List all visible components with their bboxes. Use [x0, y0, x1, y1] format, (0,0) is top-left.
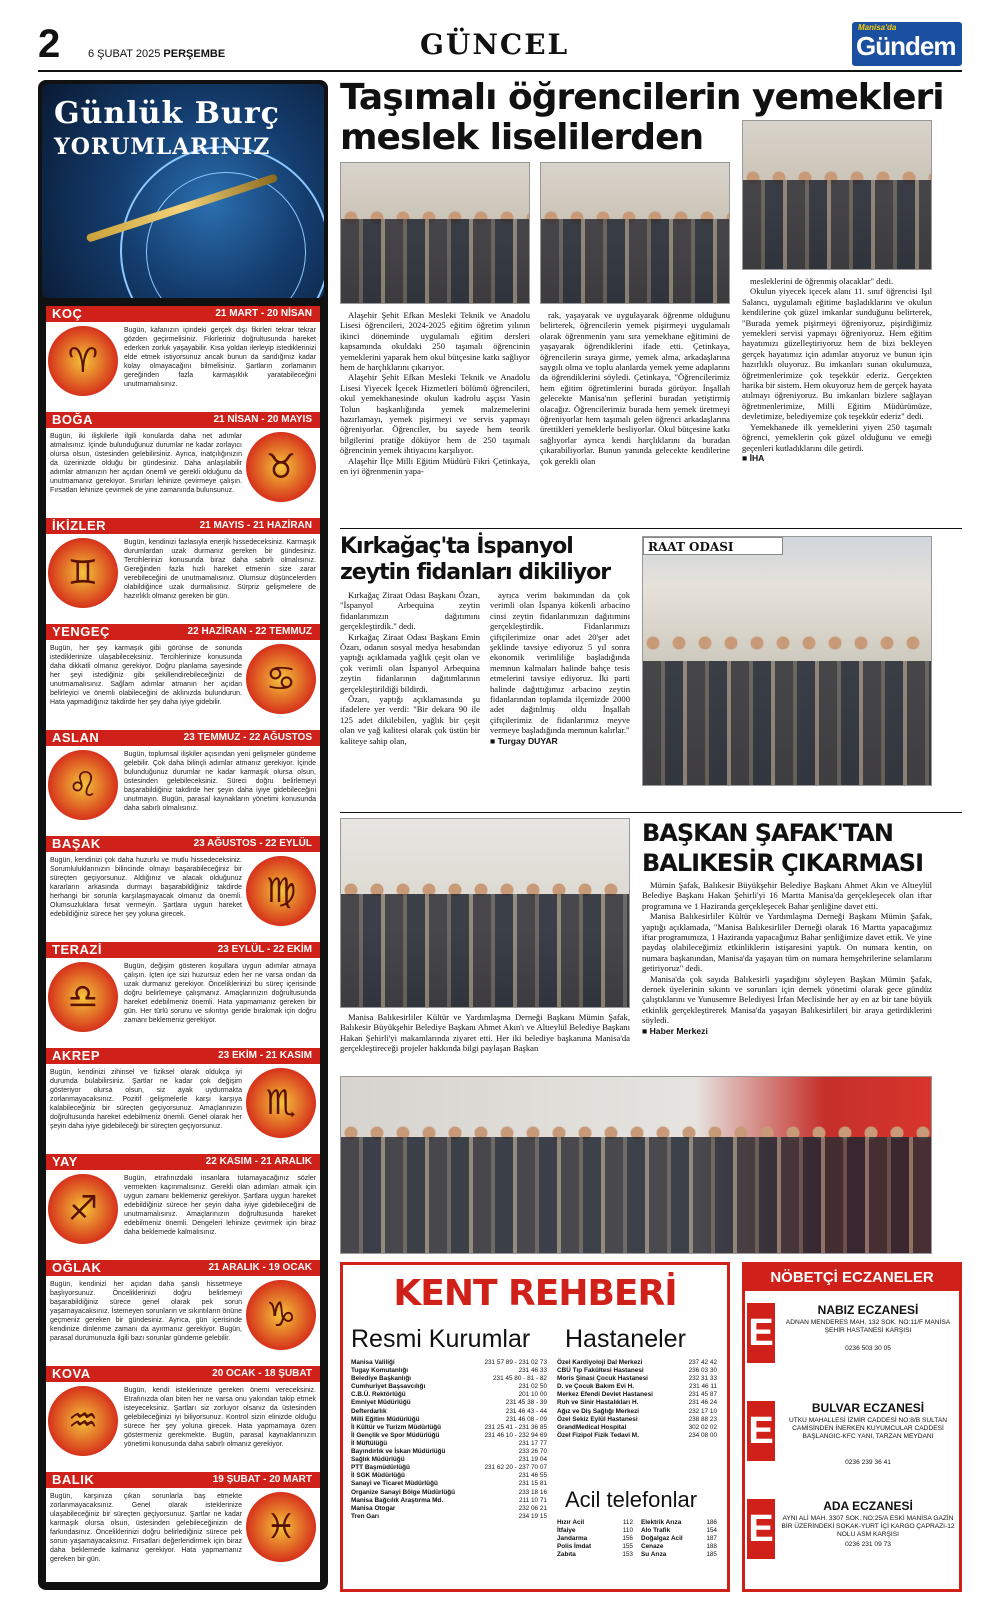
sign-header-bar [46, 730, 320, 746]
crab-icon: ♋ [246, 644, 316, 714]
directory-row [351, 1424, 547, 1432]
article1-paragraph: Alaşehir İlçe Milli Eğitim Müdürü Fikri Çetinkaya, en iyi öğrenmenin yapa- [340, 455, 530, 477]
directory-row [557, 1375, 717, 1383]
sign-header-bar [46, 1154, 320, 1170]
directory-row [351, 1505, 547, 1513]
directory-row [557, 1527, 633, 1535]
article3-signature: ■ Haber Merkezi [642, 1025, 708, 1036]
article1-photo-3 [742, 120, 932, 270]
directory-phone: 231 46 11 [689, 1383, 717, 1391]
directory-phone: 231 46 55 [518, 1472, 547, 1480]
horoscope-sign [46, 518, 320, 618]
sign-name: ASLAN [52, 730, 100, 745]
directory-name: C.B.Ü. Rektörlüğü [351, 1391, 406, 1399]
directory-row [351, 1440, 547, 1448]
article1-photo-2 [540, 162, 730, 304]
directory-row [557, 1543, 633, 1551]
directory-phone: 234 19 15 [518, 1512, 547, 1520]
article1-paragraph: Yemekhanede ilk yemeklerini yiyen 250 taşımalı öğrenci, yemeklerin çok güzel olduğunu ve emeği geçenleri kutladıklarını dile getirdi. [742, 421, 932, 453]
directory-phone: 153 [622, 1551, 633, 1559]
sign-name: BAŞAK [52, 836, 101, 851]
sign-header-bar [46, 518, 320, 534]
article3-paragraph: Manisa Balıkesirliler Kültür ve Yardımlaşma Derneği Başkanı Mümin Şafak, yaptığı açıklamada, "Manisa Balıkesirliler Derneği olarak 16 Martta yapacağımız iftar programımıza, 1 Haziranda yapacağımız Bahar şenliğimize davet ettik. Ve yine paydaş olabileceğimiz etkinliklerin istişaresini yaptık. On numara kentin, on numara başkanından, Manisa'da yaşayan tüm on numara hemşehrilerine selamlarını getiriyoruz" dedi. [642, 911, 932, 974]
directory-name: Jandarma [557, 1535, 588, 1543]
article1-paragraph: Okulun yiyecek içecek alanı 11. sınıf öğrencisi Işıl Salancı, uygulamalı eğitime başladıklarını ve okulun kendilerine çok güzel imkanlar sunduğunu belirterek, "Burada yemek pişirmeyi öğreniyoruz, pişirdiğimiz yemekleri servisi yapmayı öğreniyoruz. Hem eğitim hayatımızı güzelleştiriyoruz hem de bizi bekleyen gerçek hayatımız için adımlar atıyoruz ve bunun için hazırlıklı oluyoruz. Bu imkanları sunan okulumuza, öğretmenlerimize çok teşekkür ederiz. Gerçekten harika bir sistem. Hem okuyoruz hem de gerçek hayata atılmayı öğreniyoruz. Bu imkanları bizlere sağlayan öğretmenlerimize, Milli Eğitim Müdürümüze, devletimize, belediyemize çok teşekkür ederiz" dedi. [742, 286, 932, 422]
sign-description: Bugün, kendinizi çok daha huzurlu ve mutlu hissedeceksiniz. Sorumluluklarınızın bilincinde olmayı başarabileceğiniz bir süreçten geçiyorsunuz. Aldığınız ve alacak olduğunuz kararların arkasında durmayı başarabildiğiniz takdirde herhangi bir sorunla karşılaşmayacak olmanız da önemli. Olumsuzluklara fırsat vermeyin. Şartlara uygun hareket edebildiğiniz sürece her şey yoluna girecek. [50, 857, 242, 918]
directory-row [557, 1399, 717, 1407]
directory-row [351, 1432, 547, 1440]
sign-dates: 21 ARALIK - 19 OCAK [208, 1262, 312, 1273]
pharmacy-phone: 0236 503 30 05 [845, 1345, 891, 1352]
directory-name: Manisa Bağcılık Araştırma Md. [351, 1496, 444, 1504]
directory-row [641, 1535, 717, 1543]
newspaper-logo [852, 22, 962, 66]
directory-name: PTT Başmüdürlüğü [351, 1464, 410, 1472]
pharmacy-address: AYNI ALİ MAH. 3307 SOK. NO:25/A ESKİ MANİSA GAZİN BİR ÜZERİNDEKİ SOKAK-YURT İÇİ KARGO ÇAPRAZI-12 NOLU ASM KARŞISI [781, 1515, 955, 1539]
sign-header-bar [46, 306, 320, 322]
directory-name: Milli Eğitim Müdürlüğü [351, 1415, 420, 1423]
directory-phone: 211 10 71 [519, 1496, 547, 1504]
directory-row [641, 1543, 717, 1551]
sign-name: YENGEÇ [52, 624, 110, 639]
directory-phone: 231 45 87 [688, 1391, 717, 1399]
directory-phone: 232 06 21 [518, 1504, 547, 1512]
emergency-phones-title: Acil telefonlar [565, 1487, 698, 1512]
directory-phone: 186 [706, 1519, 717, 1526]
article3-headline-line2: BALIKESİR ÇIKARMASI [642, 849, 923, 877]
pharmacy-entry [745, 1295, 959, 1391]
directory-row [641, 1519, 717, 1527]
directory-name: İtfaiye [557, 1527, 576, 1535]
directory-phone: 231 62 20 - 237 70 07 [484, 1464, 547, 1472]
article3-photo-1 [340, 818, 630, 1008]
directory-name: Merkez Efendi Devlet Hastanesi [557, 1391, 653, 1399]
water-bearer-icon: ♒ [48, 1386, 118, 1456]
sign-header-bar [46, 836, 320, 852]
pharmacy-entry [745, 1393, 959, 1489]
article3-body [642, 880, 932, 1036]
directory-name: Manisa Valiliği [351, 1359, 395, 1366]
sign-dates: 21 MAYIS - 21 HAZİRAN [199, 520, 312, 531]
article2-paragraph: Kırkağaç Ziraat Odası Başkanı Emin Özarı, odanın sosyal medya hesabından yaptığı açıklamada yağlık çeşit olan ve çok verimli olan İspanyol Arbequina zeytin fidanlarının dağıtımlarının gerçekleştirildiği bildirdi. [340, 631, 480, 694]
issue-weekday: PERŞEMBE [163, 48, 226, 60]
article1-photo-1 [340, 162, 530, 304]
directory-row [557, 1391, 717, 1399]
article3-headline [642, 818, 942, 878]
sign-header-bar [46, 412, 320, 428]
directory-phone: 188 [706, 1543, 717, 1551]
pharmacy-phone: 0236 231 09 73 [845, 1541, 891, 1548]
official-institutions-list [351, 1359, 547, 1521]
sign-name: KOÇ [52, 306, 83, 321]
sign-description: Bugün, kendinizi zihinsel ve fiziksel olarak oldukça iyi durumda bulabilirsiniz. Şartlar ne kadar çok değişim gösteriyor olursa olsun, siz ayak uydurmakta zorlanmayacaksınız. Pozitif gelişmelerle karşı karşıya kalabileceğiniz bir süreçten geçiyorsunuz. Amaçlarınızın doğrultusunda hareket edebilmeniz önemli. Genel olarak her şeyin daha iyiye gidebileceği bir süreçten geçiyorsunuz. [50, 1069, 242, 1130]
sign-header-bar [46, 1048, 320, 1064]
directory-row [557, 1551, 633, 1559]
horoscope-banner [42, 84, 324, 298]
sign-description: Bugün, kendinizi her açıdan daha şanslı hissetmeye başlıyorsunuz. Önceliklerinizi doğru belirlemeyi başarabildiğiniz sürece genel olarak pek sorun yaşamayacaksınız. İstemeyen sorunların ve sıkıntıların önüne geçmeniz gereken bir gündesiniz. Ayrıca, gün içerisinde kendinize dinlenme zamanı da ayırmanız gerekiyor. Bugün, parasal durumunuzla ilgili bazı sorunlar gündeme gelebilir. [50, 1281, 242, 1342]
directory-row [351, 1456, 547, 1464]
lion-icon: ♌ [48, 750, 118, 820]
sign-description: Bugün, toplumsal ilişkiler açısından yeni gelişmeler gündeme gelebilir. Çok daha bilinçli adımlar atmanız gerekiyor. İçinde bulunduğunuz durumlar ne kadar karmaşık olursa olsun, üstesinden gelebileceksiniz. Süreci doğru belirlemeyi başarabildiğiniz takdirde her şeyin daha iyiye gidebileceğini unutmayın. Bugün, parasal kaynakların yönetimi konusunda daha sabırlı olmalısınız. [124, 751, 316, 812]
directory-name: Belediye Başkanlığı [351, 1375, 412, 1383]
sign-dates: 19 ŞUBAT - 20 MART [212, 1474, 312, 1485]
pharmacy-phone: 0236 239 36 41 [845, 1459, 891, 1466]
directory-phone: 231 45 38 - 39 [505, 1399, 547, 1407]
sign-name: AKREP [52, 1048, 101, 1063]
section-title: GÜNCEL [420, 28, 570, 61]
sign-dates: 23 EKİM - 21 KASIM [218, 1050, 312, 1061]
article2-photo [642, 536, 932, 786]
directory-name: Su Arıza [641, 1551, 667, 1559]
page-header [38, 22, 962, 70]
article3-photo-2 [340, 1076, 932, 1254]
article2-paragraph: ayrıca verim bakımından da çok verimli olan İspanya kökenli arbacino cinsi zeytin fidanlarımızın dağıtımını gerçekleştirdik. Fidanlarımızı çiftçilerimize onar adet 20'şer adet şeklinde tavsiye ediyoruz 5 yıl sonra ekonomik verimliliğe başladığında memnun kalmaları halinde bahçe tesis etmelerini tavsiye ediyoruz. İki parti halinde dağıttığımız arbacino zeytin fidanlarından toplamda ilçemizde 2000 adet dağıtılmış oldu İnşallah çiftçilerimiz de fidanlarımız meyve vermeye başladığında memnun kalırlar." [490, 590, 630, 736]
article1-headline-line2: meslek liselilerden [340, 117, 704, 158]
article1-col2 [540, 310, 730, 466]
directory-row [351, 1416, 547, 1424]
sign-name: BOĞA [52, 412, 93, 427]
directory-name: Ruh ve Sinir Hastalıkları H. [557, 1399, 639, 1407]
article2-headline-line2: zeytin fidanları dikiliyor [340, 560, 611, 585]
sign-header-bar [46, 1260, 320, 1276]
directory-phone: 231 17 77 [518, 1439, 547, 1447]
directory-name: Organize Sanayi Bölge Müdürlüğü [351, 1488, 456, 1496]
directory-row [351, 1497, 547, 1505]
directory-row [351, 1375, 547, 1383]
directory-name: İl Kültür ve Turizm Müdürlüğü [351, 1423, 442, 1431]
sign-name: YAY [52, 1154, 78, 1169]
sign-description: Bugün, her şey karmaşık gibi görünse de sonunda istediklerinize ulaşabileceksiniz. Tercihlerinize konusunda daha dikkatli olmanız gerekiyor. Doğru planlama sayesinde her şeyi istediğiniz gibi şekillendirebileceğinizi de unutmamalısınız. Sağlam adımlar atmanın her açıdan belirleyici ve önemli olabileceğini de aklınızda bulundurun. Hata yapmadığınız takdirde her şey daha iyiye gidebilir. [50, 645, 242, 706]
directory-phone: 231 25 41 - 231 36 85 [484, 1423, 547, 1431]
sign-dates: 20 OCAK - 18 ŞUBAT [212, 1368, 312, 1379]
header-rule [38, 70, 962, 72]
pharmacies-title: NÖBETÇİ ECZANELER [745, 1265, 959, 1291]
article2-paragraph: Kırkağaç Ziraat Odası Başkanı Özarı, "İspanyol Arbequina zeytin fidanlarımızın dağıtımını gerçekleştirdik." dedi. [340, 590, 480, 632]
on-duty-pharmacies [742, 1262, 962, 1592]
directory-row [641, 1551, 717, 1559]
directory-row [641, 1527, 717, 1535]
directory-phone: 234 08 00 [688, 1431, 717, 1439]
hospitals-list [557, 1359, 717, 1440]
horoscope-sign [46, 1048, 320, 1148]
sign-name: KOVA [52, 1366, 91, 1381]
directory-phone: 231 46 43 - 44 [505, 1407, 547, 1415]
scales-icon: ♎ [48, 962, 118, 1032]
issue-date [88, 48, 225, 60]
directory-name: Emniyet Müdürlüğü [351, 1399, 411, 1407]
directory-name: Tugay Komutanlığı [351, 1367, 409, 1375]
directory-name: Özel Sekiz Eylül Hastanesi [557, 1415, 638, 1423]
directory-name: Doğalgaz Acil [641, 1535, 683, 1543]
article1-paragraph: Alaşehir Şehit Efkan Mesleki Teknik ve Anadolu Lisesi öğrencileri, 2024-2025 eğitim öğretim yılının ikinci döneminde uygulamalı eğitim dersleri kapsamında okuldaki 250 taşımalı öğrencinin yemeklerini yaparak hem okul bütçesine katkı sağlıyor hem de harçlıklarını çıkarıyor. [340, 310, 530, 373]
directory-phone: 201 10 00 [518, 1391, 547, 1399]
directory-name: Zabıta [557, 1551, 576, 1559]
horoscope-sign [46, 1260, 320, 1360]
directory-phone: 187 [706, 1535, 717, 1543]
ram-icon: ♈ [48, 326, 118, 396]
sign-dates: 23 EYLÜL - 22 EKİM [217, 944, 312, 955]
directory-name: D. ve Çocuk Bakım Evi H. [557, 1383, 635, 1391]
directory-row [351, 1513, 547, 1521]
pharmacy-name: BULVAR ECZANESİ [811, 1401, 925, 1415]
article3-paragraph: Manisa'da çok sayıda Balıkesirli yaşadığını söyleyen Başkan Mümin Şafak, dernek üyelerinin sıkıntı ve sorunları için dernek yönetimi olarak gece gündüz çalıştıklarını ve Yunusemre Belediyesi İrfan Meclisinde her ay en az bir tane büyük etkinlik gerçekleştirerek Manisa'da yaşayan Balıkesirlileri bir araya getirdiklerini söyledi. [642, 973, 932, 1026]
sign-name: TERAZİ [52, 942, 102, 957]
directory-phone: 236 03 30 [688, 1367, 717, 1375]
directory-row [557, 1367, 717, 1375]
city-directory [340, 1262, 730, 1592]
directory-name: Cenaze [641, 1543, 664, 1551]
sign-name: OĞLAK [52, 1260, 102, 1275]
sign-name: BALIK [52, 1472, 95, 1487]
article3-paragraph: Mümin Şafak, Balıkesir Büyükşehir Belediye Başkanı Ahmet Akın ve Altıeylül Belediye Başkanı Hakan Şehirli'yi 16 Martta Manisa'da gerçekleşecek olan iftar programına ve 1 Haziranda gerçekleşecek Bahar şenliğine davet etti. [642, 880, 932, 911]
directory-phone: 237 42 42 [688, 1359, 717, 1366]
directory-row [557, 1383, 717, 1391]
directory-phone: 231 15 81 [518, 1480, 547, 1488]
directory-phone: 185 [706, 1551, 717, 1559]
sign-header-bar [46, 942, 320, 958]
article3-caption [340, 1012, 630, 1054]
directory-row [557, 1359, 717, 1367]
directory-row [557, 1432, 717, 1440]
directory-name: Manisa Otogar [351, 1504, 396, 1512]
directory-row [351, 1408, 547, 1416]
directory-name: İl Gençlik ve Spor Müdürlüğü [351, 1431, 440, 1439]
article2-col2 [490, 590, 630, 746]
directory-phone: 231 57 89 - 231 02 73 [484, 1359, 547, 1366]
sign-description: Bugün, kendinizi fazlasıyla enerjik hissedeceksiniz. Karmaşık durumlardan uzak durmanız gereken bir gündesiniz. Tercihlerinizi konusunda biraz daha sabırlı olmalısınız. Gereğinden fazla hızlı hareket etmenin size zarar verebileceğini de unutmamalısınız. Olumsuz düşüncelerden olabildiğince uzak durmalısınız. Sürpriz gelişmelere de hazırlıklı olmanız gereken bir gün. [124, 539, 316, 600]
page-number: 2 [38, 22, 61, 66]
horoscope-column [38, 80, 328, 1590]
sign-dates: 23 TEMMUZ - 22 AĞUSTOS [183, 732, 312, 743]
pharmacy-entry [745, 1491, 959, 1587]
sign-description: Bugün, etrafınızdaki insanlara tutamayacağınız sözler vermekten kaçınmalısınız. Gerekli olan adımları atmak için uygun zamanı beklemeniz gerekiyor. Şartlara uygun hareket edebildiğiniz sürece her şeyin daha iyiye gidebileceğini de unutmamalısınız. Amaçlarınızın doğrultusunda hareket edebilmeniz önemli. Dengeleri lehinize çevirmek için biraz daha beklemede kalmalısınız. [124, 1175, 316, 1236]
pharmacy-address: ADNAN MENDERES MAH. 132 SOK. NO:11/F MANİSA ŞEHİR HASTANESİ KARŞISI [785, 1319, 951, 1335]
horoscope-sign [46, 1472, 320, 1572]
issue-date-value: 6 ŞUBAT 2025 [88, 48, 161, 60]
directory-name: Moris Şinasi Çocuk Hastanesi [557, 1375, 648, 1383]
scorpion-icon: ♏ [246, 1068, 316, 1138]
directory-name: İl SGK Müdürlüğü [351, 1472, 405, 1480]
archer-icon: ♐ [48, 1174, 118, 1244]
directory-phone: 156 [622, 1535, 633, 1543]
directory-row [351, 1391, 547, 1399]
directory-phone: 302 02 02 [688, 1423, 717, 1431]
horoscope-sign [46, 730, 320, 830]
pharmacy-e-icon: E [747, 1303, 775, 1363]
logo-tagline: Manisa'da [858, 23, 897, 32]
horoscope-list [46, 306, 320, 1582]
divider [340, 528, 962, 529]
directory-phone: 154 [706, 1527, 717, 1535]
directory-name: İl Müftülüğü [351, 1439, 388, 1447]
goat-icon: ♑ [246, 1280, 316, 1350]
directory-row [557, 1408, 717, 1416]
horoscope-sign [46, 1366, 320, 1466]
article2-headline [340, 534, 640, 586]
article1-col3 [742, 276, 932, 463]
sign-description: Bugün, değişim gösteren koşullara uygun adımlar atmaya çalışın. İçten içe sizi huzursuz eden her ne varsa ondan da uzak durmanız gerekiyor. Önceliklerinizi bu süreç içerisinde doğru belirlemeye çalışmanız. Amaçlarınızın doğrultusunda hareket edebilmeniz önemli. Hata yapmamanız gereken bir gün. Her türlü sorunu ve sıkıntıyı geride bırakmak için doğru zamanı beklemeniz gerekiyor. [124, 963, 316, 1024]
sign-description: Bugün, iki ilişkilerle ilgili konularda daha net adımlar atmalısınız. İçinde bulunduğunuz durumlar ne kadar zorlayıcı olursa olsun, üstesinden gelebilirsiniz. Ayrıca, inatçılığınızın da üzerinizde olduğu bir gündesiniz. Daha anlaşılabilir adımlar atmanızın her açıdan önemli ve gerekli olduğunu da unutmamanız gerekiyor. Sınırları lehinize çevirmeye çalışın. Fırsatları lehinize çevirmek de yine zamanında bulunsunuz. [50, 433, 242, 494]
directory-row [351, 1367, 547, 1375]
directory-phone: 232 17 10 [688, 1407, 717, 1415]
sign-description: Bugün, karşınıza çıkan sorunlarla baş etmekte zorlanmayacaksınız. Genel olarak isteklerinize ulaşabileceğiniz bir süreçten geçiyorsunuz. Şartlar ne kadar karmaşık olursa olsun, üstesinden gelebileceğinizin de farkındasınız. Önceliklerinizi doğru belirlediğiniz sürece pek sorun yaşamayacaksınız. Fırsatları değerlendirmek için biraz daha beklemede kalmanız gerekiyor. Hata yapmamanız gereken bir gün. [50, 1493, 242, 1563]
sign-header-bar [46, 1472, 320, 1488]
directory-phone: 112 [622, 1519, 633, 1526]
directory-phone: 231 46 24 [688, 1399, 717, 1407]
article2-col1 [340, 590, 480, 746]
directory-phone: 231 02 50 [518, 1383, 547, 1391]
pharmacy-address: UTKU MAHALLESİ İZMİR CADDESİ NO:8/B SULTAN CAMİSİNDEN İNERKEN KUYUMCULAR CADDESİ BAŞLANGIC-KFC YANI, TARZAN MEYDANI [788, 1417, 948, 1441]
directory-name: Sanayi ve Ticaret Müdürlüğü [351, 1480, 438, 1488]
article1-headline-line1: Taşımalı öğrencilerin yemekleri [340, 77, 944, 118]
directory-phone: 231 46 08 - 09 [505, 1415, 547, 1423]
directory-phone: 231 45 80 - 81 - 82 [492, 1375, 547, 1383]
article2-headline-line1: Kırkağaç'ta İspanyol [340, 534, 573, 559]
article1-paragraph: Alaşehir Şehit Efkan Mesleki Teknik ve Anadolu Lisesi Yiyecek İçecek Hizmetleri bölümü öğrencileri, okul yemekhanesinde okulun kadrolu aşçısı Yasin Tolun başkanlığında yemek malzemelerini hazırlamayı, yemek pişirmeyi ve servis yapmayı öğreniyorlar. Öğrenciler, bu sayede hem teorik bilgilerini pratiğe döküyor hem de 250 taşımalı öğrencinin yemek ihtiyacını karşılıyor. [340, 372, 530, 456]
article1-paragraph: rak, yaşayarak ve uygulayarak öğrenme olduğunu belirterek, öğrencilerin yemek pişirmeyi uygulamalı olarak öğrenmenin yanı sıra yemekhane eğitimini de yaşayarak öğrendiklerini ifade etti. Çetinkaya, öğrencilerin sıraya girme, yemek alma, arkadaşlarına saygılı olma ve toplu alanlarda yemek yeme adaplarını da öğrendiklerini söyledi. Çetinkaya, "Öğrencilerimiz hem eğitim öğretimlerini burada görüyor. İnşallah gelecekte Manisa'nın şeflerini buradan yetiştirmiş olacağız. Öğrencilerimiz burada hem yemek üretmeyi öğreniyorlar hem taşımalı gelen öğrenci arkadaşlarına ürettikleri yemeklerle besliyorlar. Okul bütçesine katkı sağlıyorlar ayrıca kendi harçlıklarını da buradan çıkarabiliyorlar. Bunun yanında gelecekte kendilerine çok gerekli olan [540, 310, 730, 466]
horoscope-subtitle: YORUMLARINIZ [54, 134, 271, 160]
sign-header-bar [46, 1366, 320, 1382]
sign-dates: 23 AĞUSTOS - 22 EYLÜL [193, 838, 312, 849]
directory-row [351, 1489, 547, 1497]
pharmacy-e-icon: E [747, 1401, 775, 1461]
article2-signature: ■ Turgay DUYAR [490, 735, 558, 746]
directory-name: Polis İmdat [557, 1543, 592, 1551]
directory-phone: 233 26 70 [518, 1448, 547, 1456]
fish-icon: ♓ [246, 1492, 316, 1562]
directory-row [557, 1519, 633, 1527]
directory-phone: 110 [622, 1527, 633, 1535]
horoscope-sign [46, 942, 320, 1042]
article3-paragraph: Manisa Balıkesirliler Kültür ve Yardımlaşma Derneği Başkanı Mümin Şafak, Balıkesir Büyükşehir Belediye Başkanı Ahmet Akın'ı ve Altıeylül Belediye Başkanı Hakan Şehirli'yi makamlarında ziyaret etti. Her iki belediye başkanına Manisa'da gerçekleştireceği projeler hakkında bilgi paylaşan Başkan [340, 1012, 630, 1054]
divider [340, 812, 962, 813]
directory-name: Hızır Acil [557, 1519, 585, 1526]
horoscope-sign [46, 306, 320, 406]
directory-row [351, 1399, 547, 1407]
directory-name: CBÜ Tıp Fakültesi Hastanesi [557, 1367, 644, 1375]
directory-name: Cumhuriyet Başsavcılığı [351, 1383, 426, 1391]
directory-phone: 231 46 33 [518, 1367, 547, 1375]
directory-row [557, 1424, 717, 1432]
sign-dates: 22 HAZİRAN - 22 TEMMUZ [187, 626, 312, 637]
directory-row [351, 1472, 547, 1480]
directory-phone: 231 46 10 - 232 94 69 [484, 1431, 547, 1439]
directory-name: Elektrik Arıza [641, 1519, 682, 1526]
chamber-sign: RAAT ODASI [643, 537, 783, 555]
city-directory-title: KENT REHBERİ [393, 1273, 677, 1314]
article3-headline-line1: BAŞKAN ŞAFAK'TAN [642, 819, 893, 847]
directory-row [351, 1359, 547, 1367]
sign-header-bar [46, 624, 320, 640]
directory-name: Sağlık Müdürlüğü [351, 1456, 405, 1464]
emergency-phones-list [557, 1519, 717, 1559]
bull-icon: ♉ [246, 432, 316, 502]
directory-row [557, 1416, 717, 1424]
horoscope-sign [46, 836, 320, 936]
directory-phone: 233 18 16 [518, 1488, 547, 1496]
horoscope-title: Günlük Burç [54, 96, 280, 131]
sign-dates: 21 MART - 20 NİSAN [215, 308, 312, 319]
directory-name: Defterdarlık [351, 1407, 387, 1415]
pharmacy-name: ADA ECZANESİ [823, 1499, 913, 1513]
twins-icon: ♊ [48, 538, 118, 608]
article1-signature: ■ İHA [742, 452, 765, 463]
directory-name: Alo Trafik [641, 1527, 671, 1535]
article1-col1 [340, 310, 530, 477]
directory-row [351, 1448, 547, 1456]
sign-name: İKİZLER [52, 518, 107, 533]
pharmacy-e-icon: E [747, 1499, 775, 1559]
directory-row [351, 1480, 547, 1488]
directory-phone: 232 31 33 [688, 1375, 717, 1383]
sign-description: Bugün, kendi isteklerinize gereken önemi vereceksiniz. Etrafınızda olan biten her ne varsa onu yakından takip etmek isteyeceksiniz. Şartları siz zorluyor olsanız da üstesinden gelebileceğinizi iyi biliyorsunuz. Kontrol sizin elinizde olduğu sürece her şey yoluna girecek. Hata yapmamaya özen göstermeniz gerekmekte. Bugün, parasal kaynaklarınızın yönetimi konusunda daha sabırlı olmanız gerekiyor. [124, 1387, 316, 1448]
directory-name: GrandMedical Hospital [557, 1423, 627, 1431]
official-institutions-title: Resmi Kurumlar [351, 1325, 531, 1353]
sign-dates: 21 NİSAN - 20 MAYIS [213, 414, 312, 425]
directory-name: Özel Fizipol Fizik Tedavi M. [557, 1431, 639, 1439]
virgo-icon: ♍ [246, 856, 316, 926]
directory-name: Tren Garı [351, 1512, 380, 1520]
horoscope-sign [46, 412, 320, 512]
article1-paragraph: mesleklerini de öğrenmiş olacaklar" dedi. [750, 276, 894, 286]
directory-phone: 231 19 04 [518, 1456, 547, 1464]
directory-name: Özel Kardiyoloji Dal Merkezi [557, 1359, 643, 1366]
directory-phone: 155 [622, 1543, 633, 1551]
directory-name: Bayındırlık ve İskan Müdürlüğü [351, 1448, 446, 1456]
article2-paragraph: Özarı, yaptığı açıklamasında şu ifadelere yer verdi: "Bir dekara 90 ile 125 adet dikilebilen, yağlık bir çeşit olan ve yağ kalitesi olarak çok üstün bir kaliteye sahip olan, [340, 694, 480, 746]
pharmacy-name: NABIZ ECZANESİ [817, 1303, 919, 1317]
logo-wordmark: Gündem [856, 31, 956, 61]
horoscope-sign [46, 1154, 320, 1254]
sign-dates: 22 KASIM - 21 ARALIK [205, 1156, 312, 1167]
directory-phone: 238 88 23 [688, 1415, 717, 1423]
directory-name: Ağız ve Diş Sağlığı Merkezi [557, 1407, 640, 1415]
horoscope-sign [46, 624, 320, 724]
sign-description: Bugün, kafanızın içindeki gerçek dışı fikirleri tekrar tekrar gözden geçirmelisiniz. Fikirleriniz doğrultusunda hareket ederken zorluk yaşayabilir. Kısa yoldan ilerleyip istediklerinizi elde etmek istiyorsunuz ancak bunun da sandığınız kadar kolay olmayacağını bilmelisiniz. Şartların zorlamanın gereğinden fazla karmaşıklık yaratabileceğini unutmamalısınız. [124, 327, 316, 388]
hospitals-title: Hastaneler [565, 1325, 686, 1353]
